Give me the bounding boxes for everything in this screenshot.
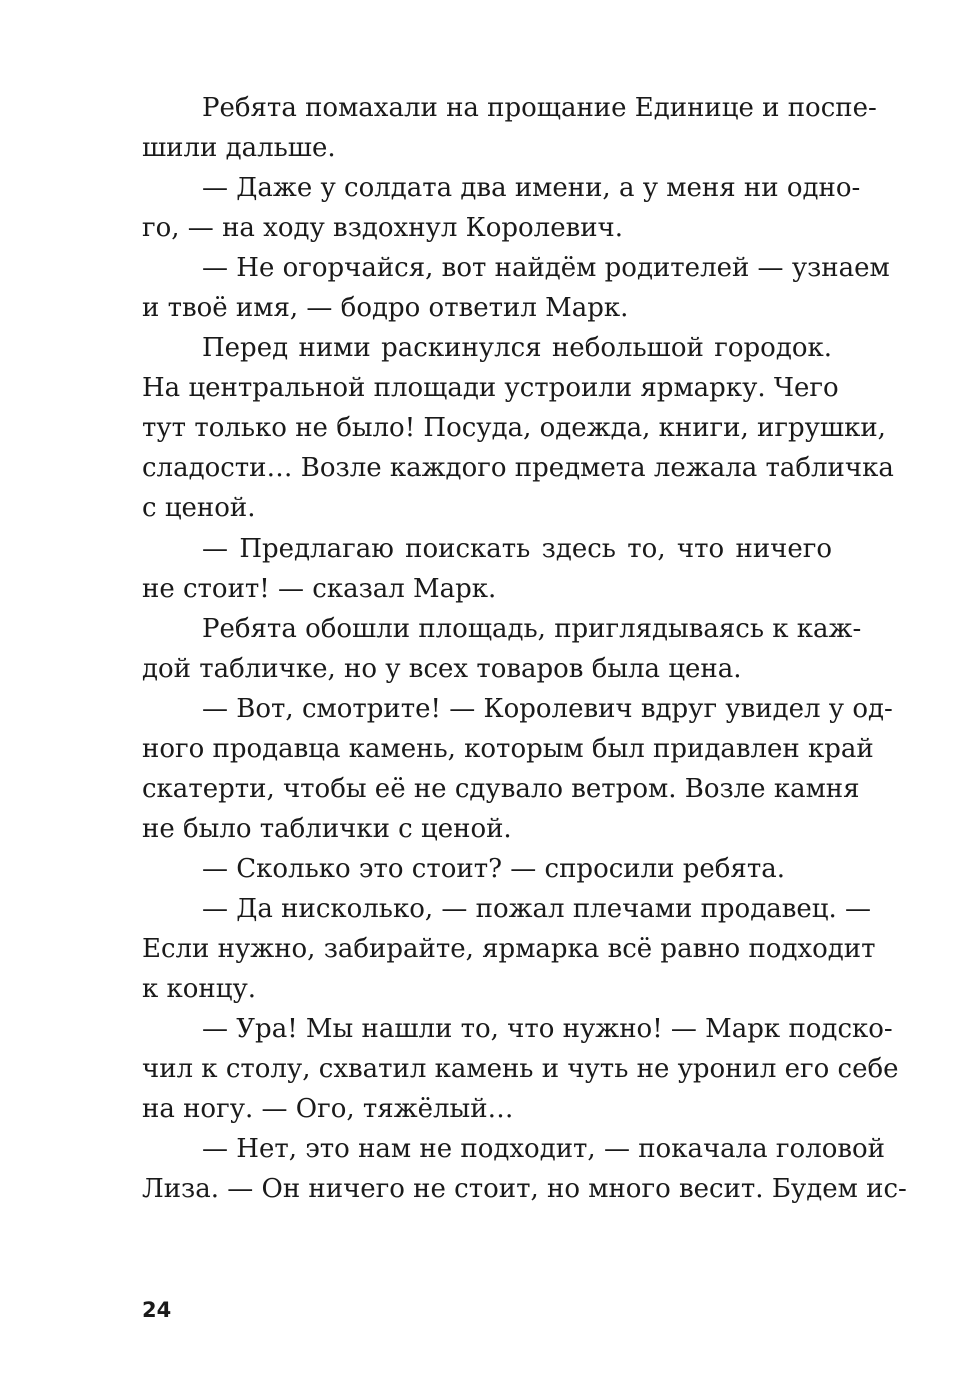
text-line: тут только не было! Посуда, одежда, книги, игрушки, <box>142 413 886 444</box>
text-line: Перед ними раскинулся небольшой городок. <box>202 333 832 364</box>
page-number: 24 <box>142 1298 172 1322</box>
text-line: — Сколько это стоит? — спросили ребята. <box>202 853 785 884</box>
text-line: — Даже у солдата два имени, а у меня ни одно- <box>202 173 861 204</box>
text-line: и твоё имя, — бодро ответил Марк. <box>142 293 629 324</box>
text-line: Если нужно, забирайте, ярмарка всё равно подходит <box>142 933 876 964</box>
text-line: чил к столу, схватил камень и чуть не уронил его себе <box>142 1054 899 1085</box>
text-line: — Нет, это нам не подходит, — покачала головой <box>202 1134 885 1165</box>
body-text <box>142 88 907 1209</box>
text-line: — Ура! Мы нашли то, что нужно! — Марк подско- <box>202 1014 893 1045</box>
text-line: шили дальше. <box>142 133 336 164</box>
text-line: дой табличке, но у всех товаров была цена. <box>142 653 742 684</box>
text-line: с ценой. <box>142 493 256 524</box>
text-line: — Вот, смотрите! — Королевич вдруг увидел у од- <box>202 693 893 724</box>
text-line: Ребята помахали на прощание Единице и поспе- <box>202 93 877 123</box>
text-line: Лиза. — Он ничего не стоит, но много весит. Будем ис- <box>142 1174 907 1205</box>
text-line: скатерти, чтобы её не сдувало ветром. Возле камня <box>142 773 860 804</box>
text-line: на ногу. — Ого, тяжёлый… <box>142 1094 514 1125</box>
text-line: не стоит! — сказал Марк. <box>142 573 497 604</box>
text-line: На центральной площади устроили ярмарку. Чего <box>142 373 839 404</box>
text-line: сладости… Возле каждого предмета лежала табличка <box>142 453 894 484</box>
text-line: го, — на ходу вздохнул Королевич. <box>142 213 623 244</box>
text-line: — Не огорчайся, вот найдём родителей — узнаем <box>202 253 890 284</box>
text-line: — Да нисколько, — пожал плечами продавец. — <box>202 893 871 924</box>
text-line: к концу. <box>142 974 257 1005</box>
text-line: Ребята обошли площадь, приглядываясь к каж- <box>202 613 862 644</box>
text-line: ного продавца камень, которым был придавлен край <box>142 733 874 764</box>
text-line: не было таблички с ценой. <box>142 813 512 844</box>
text-line: — Предлагаю поискать здесь то, что ничего <box>202 533 832 564</box>
